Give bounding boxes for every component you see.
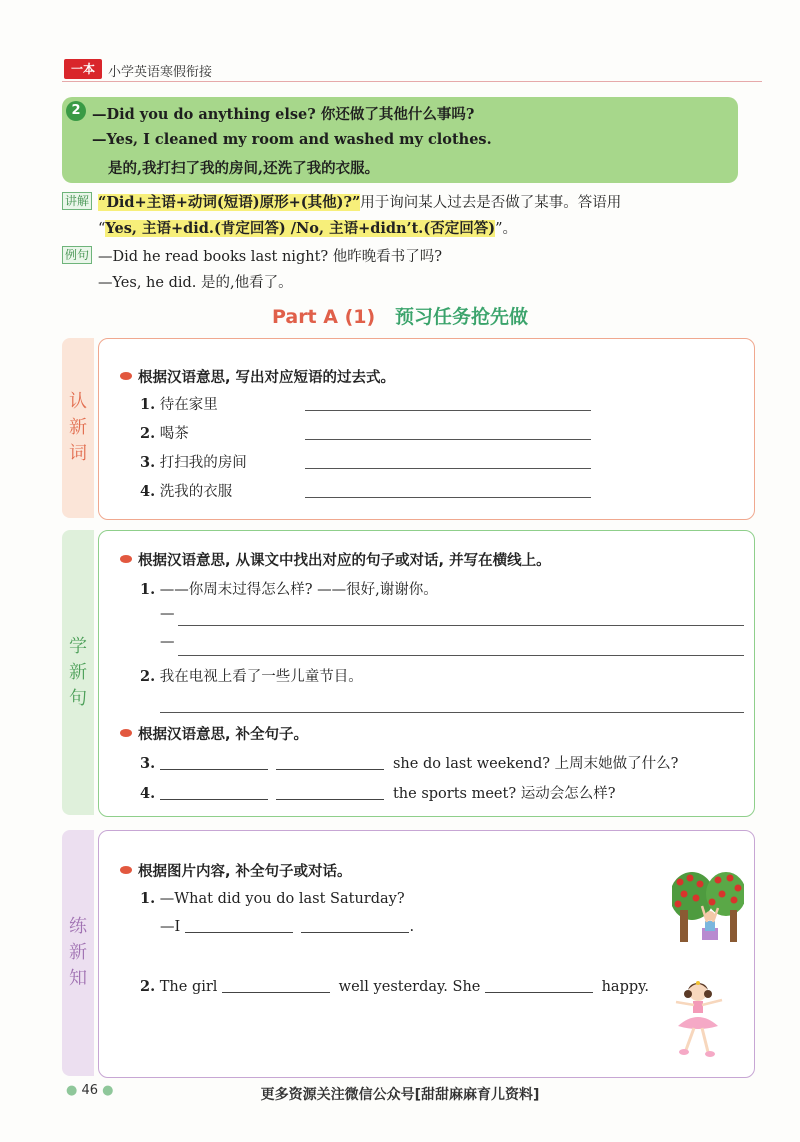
explain-answer-pattern: Yes, 主语+did.(肯定回答) /No, 主语+didn’t.(否定回答) (105, 220, 496, 237)
instruction-complete-sentences (120, 723, 308, 744)
answer-blank[interactable] (160, 756, 268, 770)
side-tab-new-words (62, 338, 94, 518)
bullet-icon (120, 555, 132, 563)
list-item (140, 752, 678, 773)
dash-mark: — (160, 606, 175, 622)
bullet-icon (120, 372, 132, 380)
dot-icon: ● (66, 1083, 78, 1098)
example-line-1: —Did he read books last night? 他昨晚看书了吗? (98, 249, 443, 265)
bullet-icon (120, 866, 132, 874)
part-title-cn: 预习任务抢先做 (395, 306, 529, 328)
item-text: 洗我的衣服 (159, 484, 233, 500)
header-rule (62, 81, 762, 82)
item-text: 喝茶 (159, 426, 189, 442)
answer-end: . (409, 919, 415, 935)
item-number: 3. (140, 454, 156, 471)
answer-blank[interactable] (222, 979, 330, 993)
item-number: 4. (140, 785, 156, 802)
answer-line[interactable] (178, 655, 744, 656)
answer-line[interactable] (305, 497, 591, 498)
list-item (140, 978, 649, 995)
answer-blank[interactable] (276, 756, 384, 770)
instruction-text: 根据汉语意思, 补全句子。 (138, 727, 309, 743)
item-number: 3. (140, 755, 156, 772)
answer-line[interactable] (160, 712, 744, 713)
dot-icon: ● (102, 1083, 114, 1098)
bullet-icon (120, 729, 132, 737)
page-number-text: 46 (81, 1083, 99, 1098)
answer-blank[interactable] (301, 919, 409, 933)
instruction-text: 根据汉语意思, 写出对应短语的过去式。 (138, 370, 396, 386)
item-number: 1. (140, 396, 156, 413)
list-item (140, 665, 363, 686)
answer-blank[interactable] (485, 979, 593, 993)
quote-close: ”。 (495, 221, 517, 237)
part-title (0, 302, 800, 329)
list-item (140, 422, 189, 443)
answer-blank[interactable] (276, 786, 384, 800)
answer-line[interactable] (305, 410, 591, 411)
item-text: the sports meet? 运动会怎么样? (392, 786, 616, 802)
list-item (140, 578, 438, 599)
explain-text: 用于询问某人过去是否做了某事。答语用 (360, 195, 622, 211)
apple-picking-picture (672, 870, 744, 944)
item-number: 1. (140, 890, 156, 907)
explain-pattern: “Did+主语+动词(短语)原形+(其他)?” (98, 194, 361, 211)
part-title-en: Part A (1) (271, 306, 376, 328)
side-tab-practice (62, 830, 94, 1076)
side-tab-label: 练新知 (69, 916, 87, 989)
instruction-find-sentences (120, 549, 551, 570)
item-number: 4. (140, 483, 156, 500)
example-tag: 例句 (62, 246, 92, 264)
answer-start: —I (160, 919, 181, 935)
dancing-girl-picture (660, 978, 740, 1060)
explain-tag: 讲解 (62, 192, 92, 210)
item-text: The girl (159, 979, 218, 995)
list-item (140, 480, 232, 501)
list-item (140, 890, 405, 907)
item-text: well yesterday. She (338, 979, 481, 995)
list-item-answer (160, 919, 414, 935)
item-text: 打扫我的房间 (159, 455, 247, 471)
item-number: 1. (140, 581, 156, 598)
side-tab-label: 认新词 (69, 391, 87, 464)
side-tab-label: 学新句 (69, 635, 87, 709)
item-text: she do last weekend? 上周末她做了什么? (392, 756, 679, 772)
dialogue-number-badge: 2 (66, 101, 86, 121)
item-question: —What did you do last Saturday? (159, 891, 405, 907)
list-item (140, 393, 218, 414)
explain-line-2 (98, 217, 517, 238)
item-text: ——你周末过得怎么样? ——很好,谢谢你。 (159, 582, 438, 598)
explain-line-1 (98, 191, 621, 212)
dialogue-answer-en: —Yes, I cleaned my room and washed my clothes. (92, 131, 492, 148)
answer-blank[interactable] (185, 919, 293, 933)
dialogue-question: —Did you do anything else? 你还做了其他什么事吗? (92, 106, 475, 123)
instruction-text: 根据图片内容, 补全句子或对话。 (138, 864, 352, 880)
answer-blank[interactable] (160, 786, 268, 800)
instruction-new-words (120, 366, 395, 387)
answer-line[interactable] (305, 468, 591, 469)
answer-line[interactable] (305, 439, 591, 440)
side-tab-new-sentences (62, 530, 94, 815)
quote-open: “ (98, 221, 106, 237)
item-number: 2. (140, 668, 156, 685)
dialogue-answer-cn: 是的,我打扫了我的房间,还洗了我的衣服。 (108, 160, 380, 177)
item-text: 待在家里 (159, 397, 218, 413)
answer-line[interactable] (178, 625, 744, 626)
item-number: 2. (140, 425, 156, 442)
instruction-text: 根据汉语意思, 从课文中找出对应的句子或对话, 并写在横线上。 (138, 553, 551, 569)
footer-note: 更多资源关注微信公众号[甜甜麻麻育儿资料] (260, 1087, 540, 1103)
list-item (140, 782, 615, 803)
list-item (140, 451, 247, 472)
instruction-picture (120, 860, 352, 881)
book-logo: 一本 (64, 59, 102, 79)
example-line-2: —Yes, he did. 是的,他看了。 (98, 275, 293, 291)
dash-mark: — (160, 634, 175, 650)
item-number: 2. (140, 978, 156, 995)
book-title: 小学英语寒假衔接 (108, 65, 213, 80)
item-text: happy. (601, 979, 650, 995)
item-text: 我在电视上看了一些儿童节目。 (159, 669, 363, 685)
